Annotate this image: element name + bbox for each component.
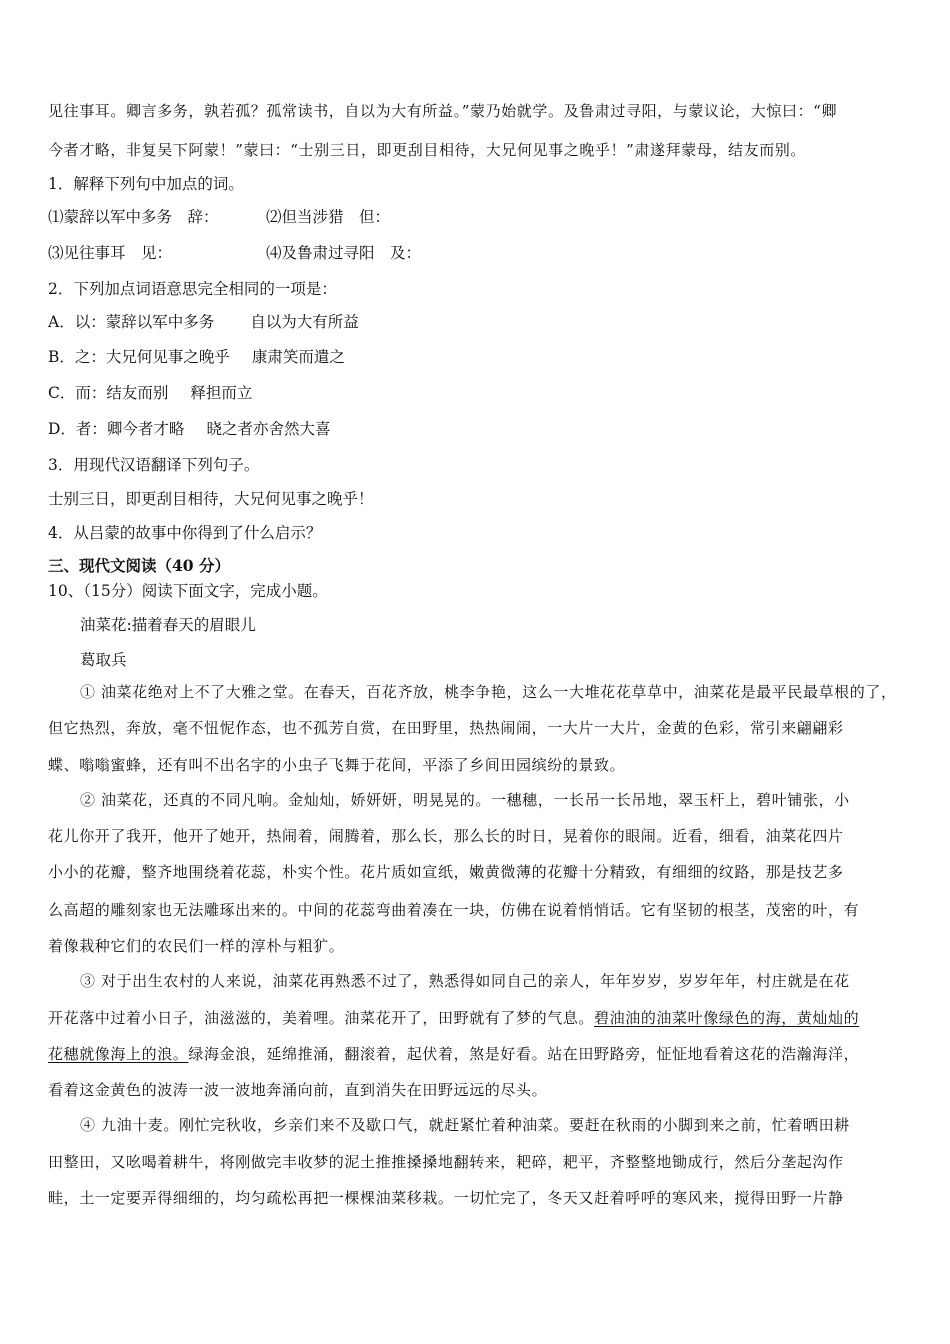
question-2-option [48, 347, 345, 367]
question-2-option [48, 383, 252, 403]
underlined-sentence: 碧油油的油菜叶像绿色的海，黄灿灿的 [594, 1009, 860, 1027]
option-a-part1: A．以：蒙辞以军中多务 [48, 313, 215, 331]
question-4-prompt: 4．从吕蒙的故事中你得到了什么启示？ [48, 524, 322, 542]
option-d-part1: D．者：卿今者才略 [48, 420, 185, 438]
paragraph-3-text: 开花落中过着小日子，油滋滋的，美着哩。油菜花开了，田野就有了梦的气息。 [48, 1009, 595, 1027]
paragraph-3-text: 绿海金浪，延绵推涌，翻滚着，起伏着，煞是好看。站在田野路旁，怔怔地看着这花的浩瀚海洋， [188, 1045, 860, 1063]
question-1-item: ⑴蒙辞以军中多务 辞： [48, 208, 219, 226]
section-heading: 三、现代文阅读（40 分） [48, 556, 230, 575]
question-1-item: ⑵但当涉猎 但： [266, 208, 391, 226]
passage-line: 今者才略，非复吴下阿蒙！”蒙曰：“士别三日，即更刮目相待，大兄何见事之晚乎！”肃遂拜蒙母，结友而别。 [48, 141, 807, 159]
paragraph-1-line: 但它热烈，奔放，毫不忸怩作态，也不孤芳自赏，在田野里，热热闹闹，一大片一大片，金黄的色彩，常引来翩翩彩 [48, 719, 844, 737]
question-10-prompt: 10、（15分）阅读下面文字，完成小题。 [48, 582, 328, 600]
option-d-part2: 晓之者亦舍然大喜 [206, 420, 331, 438]
question-1-item: ⑷及鲁肃过寻阳 及： [266, 244, 422, 262]
question-2-option [48, 312, 359, 332]
paragraph-4-line: 田整田，又吆喝着耕牛，将刚做完丰收梦的泥土推推搡搡地翻转来，耙碎，耙平，齐整整地锄成行，然后分垄起沟作 [48, 1153, 844, 1171]
paragraph-4-line: 畦，土一定要弄得细细的，均匀疏松再把一棵棵油菜移栽。一切忙完了，冬天又赶着呼呼的寒风来，搅得田野一片静 [48, 1189, 844, 1207]
article-title: 油菜花:描着春天的眉眼儿 [80, 616, 256, 634]
question-1-item: ⑶见往事耳 见： [48, 244, 173, 262]
underlined-sentence: 花穗就像海上的浪。 [48, 1045, 189, 1063]
option-a-part2: 自以为大有所益 [250, 313, 359, 331]
paragraph-1-line: ① 油菜花绝对上不了大雅之堂。在春天，百花齐放，桃李争艳，这么一大堆花花草草中，油菜花是最平民最草根的了， [80, 683, 897, 701]
paragraph-3-line: ③ 对于出生农村的人来说，油菜花再熟悉不过了，熟悉得如同自己的亲人，年年岁岁，岁岁年年，村庄就是在花 [80, 972, 850, 990]
question-3-prompt: 3．用现代汉语翻译下列句子。 [48, 456, 260, 474]
paragraph-2-line: 么高超的雕刻家也无法雕琢出来的。中间的花蕊弯曲着凑在一块，仿佛在说着悄悄话。它有坚韧的根茎，茂密的叶，有 [48, 901, 860, 919]
question-2-option [48, 419, 330, 439]
paragraph-3-line: 看着这金黄色的波涛一波一波地奔涌向前，直到消失在田野远远的尽头。 [48, 1081, 548, 1099]
option-b-part2: 康肃笑而遣之 [251, 348, 345, 366]
paragraph-1-line: 蝶、嗡嗡蜜蜂，还有叫不出名字的小虫子飞舞于花间，平添了乡间田园缤纷的景致。 [48, 756, 626, 774]
paragraph-3-line [48, 1044, 859, 1064]
option-c-part2: 释担而立 [190, 384, 253, 402]
option-c-part1: C．而：结友而别 [48, 384, 169, 402]
paragraph-3-line [48, 1008, 859, 1028]
paragraph-2-line: 小小的花瓣，整齐地围绕着花蕊，朴实个性。花片质如宣纸，嫩黄微薄的花瓣十分精致，有细细的纹路，那是技艺多 [48, 863, 844, 881]
paragraph-2-line: ② 油菜花，还真的不同凡响。金灿灿，娇妍妍，明晃晃的。一穗穗，一长吊一长吊地，翠玉杆上，碧叶铺张，小 [80, 791, 850, 809]
option-b-part1: B．之：大兄何见事之晚乎 [48, 348, 230, 366]
question-2-prompt: 2．下列加点词语意思完全相同的一项是： [48, 280, 337, 298]
paragraph-2-line: 花儿你开了我开，他开了她开，热闹着，闹腾着，那么长，那么长的时日，晃着你的眼闹。近看，细看，油菜花四片 [48, 827, 844, 845]
paragraph-4-line: ④ 九油十麦。刚忙完秋收，乡亲们来不及歇口气，就赶紧忙着种油菜。要赶在秋雨的小脚到来之前，忙着晒田耕 [80, 1116, 850, 1134]
question-1-prompt: 1．解释下列句中加点的词。 [48, 175, 244, 193]
passage-line: 见往事耳。卿言多务，孰若孤？孤常读书，自以为大有所益。”蒙乃始就学。及鲁肃过寻阳，与蒙议论，大惊曰：“卿 [48, 102, 838, 120]
article-author: 葛取兵 [80, 651, 127, 669]
question-3-sentence: 士别三日，即更刮目相待，大兄何见事之晚乎！ [48, 490, 374, 508]
paragraph-2-line: 着像栽种它们的农民们一样的淳朴与粗犷。 [48, 937, 345, 955]
